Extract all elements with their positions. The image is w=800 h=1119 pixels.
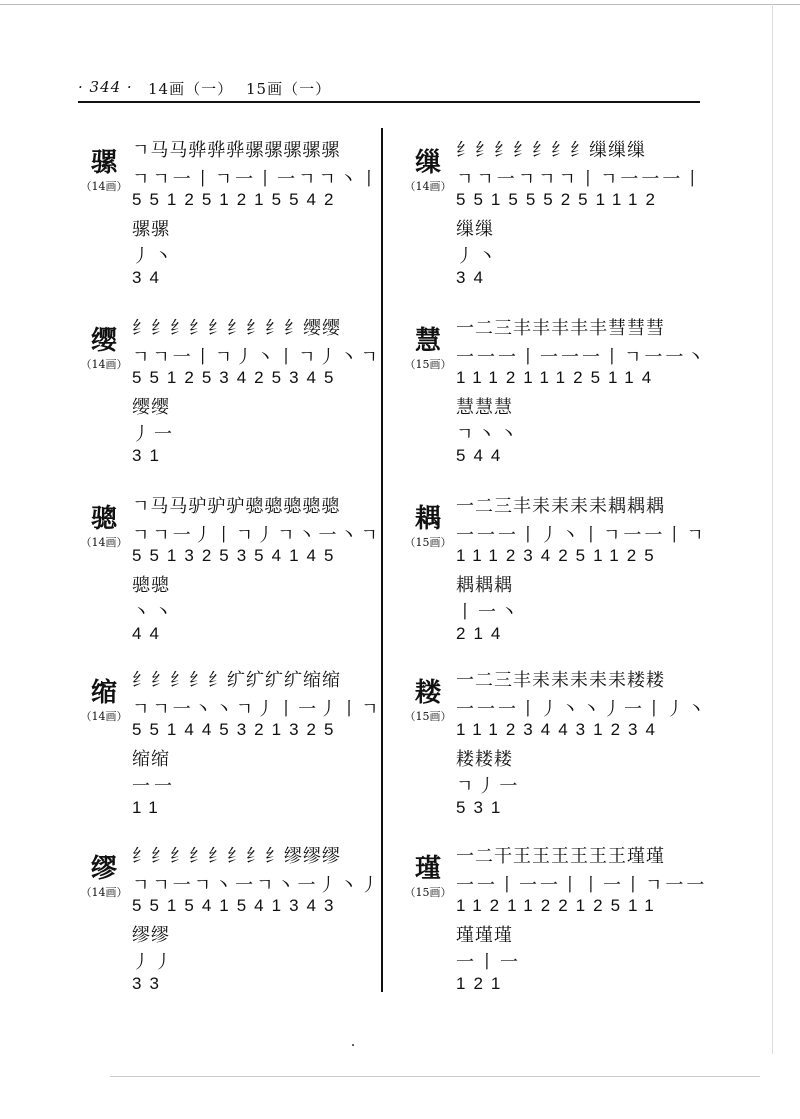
stroke-sequence: 纟纟纟纟纟纟纟纟缪缪缪 xyxy=(132,846,341,867)
entry-right-2 xyxy=(404,310,744,480)
stroke-shapes: ㄱㄱ一丨ㄱ一丨一ㄱㄱ丶丨 xyxy=(132,169,381,190)
entry-char: 骢 xyxy=(90,504,117,534)
entry-char: 慧 xyxy=(414,326,441,356)
stroke-codes-cont: 544 xyxy=(456,446,509,465)
stroke-codes: 551445321325 xyxy=(132,720,342,739)
stroke-sequence-cont: 骡骡 xyxy=(132,219,170,240)
stroke-shapes: ㄱㄱ一ㄱㄱㄱ丨ㄱ一一一丨 xyxy=(456,169,705,190)
stroke-codes: 551253425345 xyxy=(132,368,342,387)
stroke-sequence: ㄱ马马骅骅骅骡骡骡骡骡 xyxy=(132,140,341,161)
stroke-codes-cont: 531 xyxy=(456,798,509,817)
stroke-shapes-cont: ㄱ丶丶 xyxy=(456,424,522,445)
scan-top-edge xyxy=(0,4,800,5)
scan-right-edge xyxy=(772,4,773,1054)
stroke-shapes: ㄱㄱ一丶丶ㄱ丿丨一丿丨ㄱ xyxy=(132,699,382,720)
stroke-codes: 551251215542 xyxy=(132,190,342,209)
entry-right-5 xyxy=(404,838,744,1008)
scan-speck xyxy=(352,1044,354,1046)
stroke-shapes-cont: 丿丿 xyxy=(132,952,176,973)
stroke-shapes-cont: 一一 xyxy=(132,776,176,797)
entry-char: 耦 xyxy=(414,504,441,534)
stroke-codes: 112112212511 xyxy=(456,896,662,915)
stroke-codes-cont: 34 xyxy=(132,268,167,287)
entry-char: 缩 xyxy=(90,678,117,708)
section-label-14: 14画（一） xyxy=(148,80,234,98)
section-label-15: 15画（一） xyxy=(246,80,332,98)
stroke-codes-cont: 31 xyxy=(132,446,167,465)
stroke-shapes-cont: 丿丶 xyxy=(456,246,500,267)
stroke-sequence-cont: 耦耦耦 xyxy=(456,575,513,596)
stroke-shapes: ㄱㄱ一ㄱ丶一ㄱ丶一丿丶丿 xyxy=(132,875,382,896)
stroke-shapes: ㄱㄱ一丨ㄱ丿丶丨ㄱ丿丶ㄱ xyxy=(132,347,381,368)
stroke-codes: 551325354145 xyxy=(132,546,342,565)
stroke-codes-cont: 34 xyxy=(456,268,491,287)
stroke-shapes-cont: ㄱ丿一 xyxy=(456,776,522,797)
entry-stroke-count: （14画） xyxy=(404,180,452,193)
stroke-shapes: 一一一丨丿丶丨ㄱ一一丨ㄱ xyxy=(456,525,707,546)
stroke-codes: 111211125114 xyxy=(456,368,660,387)
header-rule xyxy=(78,101,700,103)
stroke-sequence-cont: 耧耧耧 xyxy=(456,749,513,770)
stroke-shapes-cont: 一丨一 xyxy=(456,952,522,973)
stroke-sequence-cont: 骢骢 xyxy=(132,575,170,596)
page-number: · 344 · xyxy=(78,78,133,96)
entry-right-3 xyxy=(404,488,744,658)
stroke-codes-cont: 11 xyxy=(132,798,166,817)
stroke-shapes-cont: 丶丶 xyxy=(132,602,176,623)
stroke-sequence: 纟纟纟纟纟纩纩纩纩缩缩 xyxy=(132,670,341,691)
stroke-shapes-cont: 丿一 xyxy=(132,424,176,445)
stroke-sequence-cont: 缩缩 xyxy=(132,749,170,770)
stroke-sequence: 纟纟纟纟纟纟纟纟纟缨缨 xyxy=(132,318,341,339)
entry-stroke-count: （14画） xyxy=(80,710,128,723)
entry-left-3 xyxy=(80,488,420,658)
stroke-sequence: 一二干王王王王王王瑾瑾 xyxy=(456,846,665,867)
entry-stroke-count: （14画） xyxy=(80,180,128,193)
entry-stroke-count: （15画） xyxy=(404,358,452,371)
entry-char: 缨 xyxy=(90,326,117,356)
page-header xyxy=(78,74,698,100)
stroke-codes-cont: 44 xyxy=(132,624,167,643)
entry-stroke-count: （15画） xyxy=(404,886,452,899)
stroke-sequence: 一二三丰耒耒耒耒耦耦耦 xyxy=(456,496,665,517)
entry-stroke-count: （15画） xyxy=(404,536,452,549)
stroke-sequence: ㄱ马马驴驴驴骢骢骢骢骢 xyxy=(132,496,341,517)
stroke-sequence-cont: 缨缨 xyxy=(132,397,170,418)
stroke-sequence-cont: 瑾瑾瑾 xyxy=(456,925,513,946)
entry-char: 瑾 xyxy=(414,854,441,884)
stroke-codes-cont: 121 xyxy=(456,974,509,993)
entry-stroke-count: （14画） xyxy=(80,536,128,549)
entry-left-2 xyxy=(80,310,420,480)
stroke-sequence-cont: 缪缪 xyxy=(132,925,170,946)
stroke-shapes: ㄱㄱ一丿丨ㄱ丿ㄱ丶一丶ㄱ xyxy=(132,525,381,546)
stroke-shapes: 一一一丨一一一丨ㄱ一一丶 xyxy=(456,347,708,368)
stroke-sequence: 一二三丰耒耒耒耒耒耧耧 xyxy=(456,670,665,691)
stroke-sequence-cont: 缫缫 xyxy=(456,219,494,240)
stroke-sequence: 一二三丰丰丰丰丰彗彗彗 xyxy=(456,318,665,339)
entry-stroke-count: （15画） xyxy=(404,710,452,723)
stroke-codes: 551541541343 xyxy=(132,896,342,915)
stroke-codes: 111234431234 xyxy=(456,720,663,739)
stroke-codes-cont: 214 xyxy=(456,624,509,643)
stroke-shapes: 一一一丨丿丶丶丿一丨丿丶 xyxy=(456,699,708,720)
entry-right-4 xyxy=(404,662,744,832)
entry-char: 耧 xyxy=(414,678,441,708)
stroke-shapes-cont: 丿丶 xyxy=(132,246,176,267)
entry-char: 缪 xyxy=(90,854,117,884)
stroke-codes-cont: 33 xyxy=(132,974,167,993)
stroke-sequence-cont: 慧慧慧 xyxy=(456,397,513,418)
scan-bottom-line xyxy=(110,1076,760,1077)
entry-char: 缫 xyxy=(414,148,441,178)
stroke-codes: 111234251125 xyxy=(456,546,662,565)
stroke-codes: 551555251112 xyxy=(456,190,663,209)
stroke-shapes-cont: 丨一丶 xyxy=(456,602,522,623)
entry-left-4 xyxy=(80,662,420,832)
stroke-sequence: 纟纟纟纟纟纟纟缫缫缫 xyxy=(456,140,646,161)
entry-char: 骡 xyxy=(90,148,117,178)
entry-stroke-count: （14画） xyxy=(80,886,128,899)
entry-left-5 xyxy=(80,838,420,1008)
entry-right-1 xyxy=(404,132,744,302)
stroke-shapes: 一一丨一一丨丨一丨ㄱ一一 xyxy=(456,875,708,896)
entry-left-1 xyxy=(80,132,420,302)
entry-stroke-count: （14画） xyxy=(80,358,128,371)
